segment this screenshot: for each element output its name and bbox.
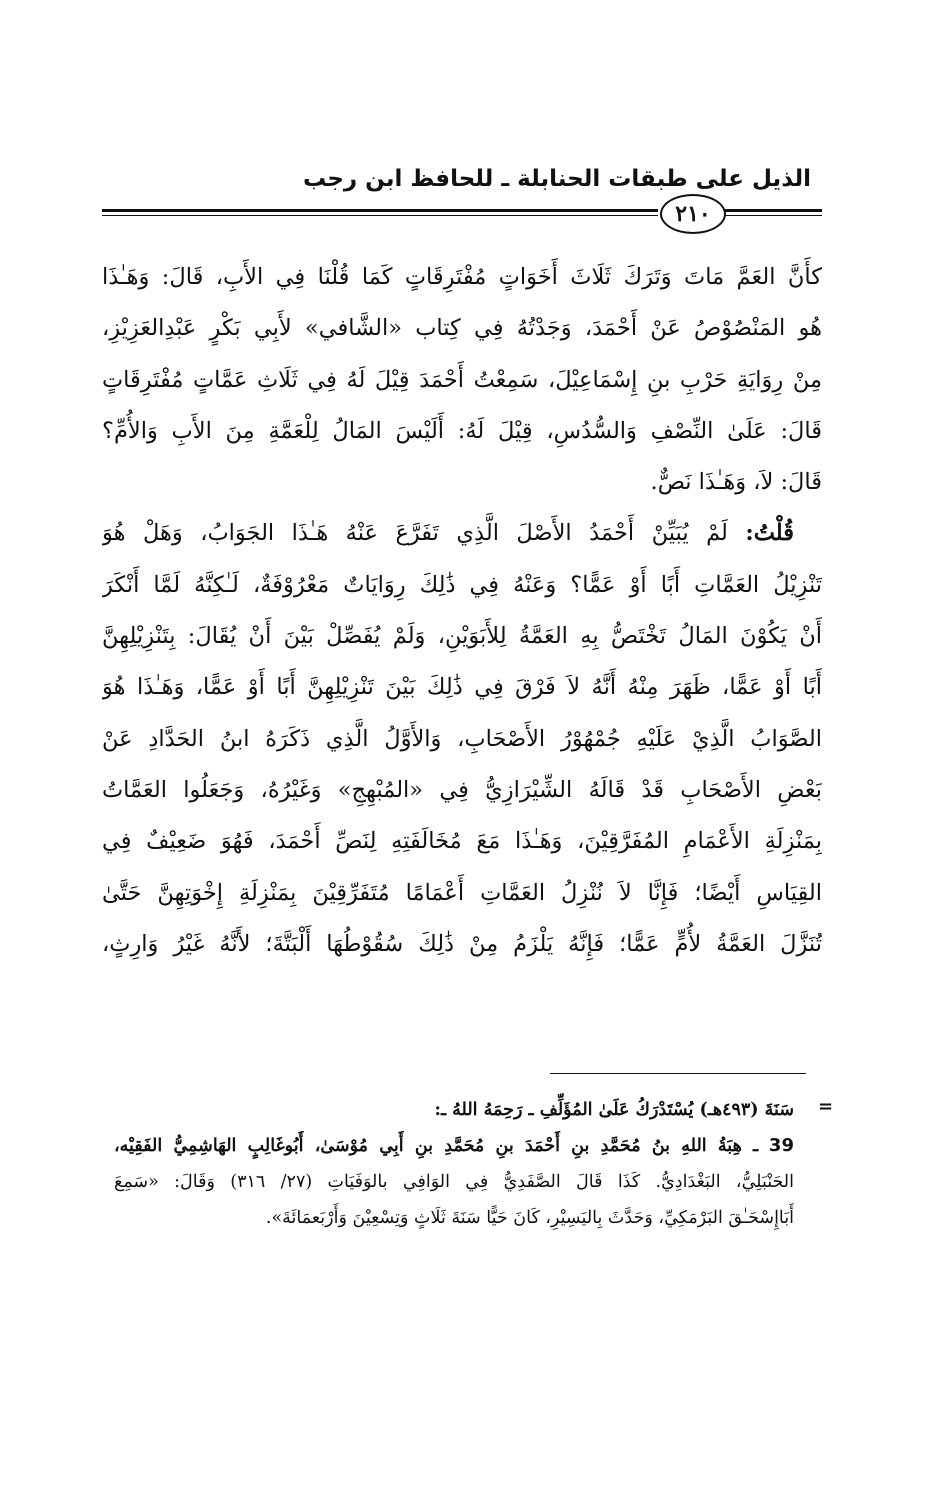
text-line: قَالَ: لاَ، وَهَـٰذَا نَصٌّ. [650,469,822,496]
header-rule-left-thin [102,215,658,216]
running-title: الذيل على طبقات الحنابلة ـ للحافظ ابن رجب [302,166,811,192]
header-rule-right-thin [725,215,822,216]
text-line: بِمَنْزِلَةِ الأَعْمَامِ المُفَرَّقِيْنَ، وَهَـٰذَا مَعَ مُخَالَفَتِهِ لِنَصِّ أَحْمَدَ، فَهُوَ ضَعِيْفٌ فِي [102,828,822,855]
paragraph-start-line [102,508,822,559]
footnote-line: ـ هِبَةُ اللهِ بنُ مُحَمَّدِ بنِ أَحْمَدَ بنِ مُحَمَّدِ بنِ أَبِي مُوْسَىٰ، أَبُوغَالِبٍ الهَاشِمِيُّ الفَقِيْه، [114,1136,759,1156]
text-line: قَالَ: عَلَىٰ النِّصْفِ وَالسُّدُسِ، قِيْلَ لَهُ: أَلَيْسَ المَالُ لِلْعَمَّةِ مِنَ الأَبِ وَالأُمِّ؟ [102,417,822,444]
text-line: لَمْ يُبَيِّنْ أَحْمَدُ الأَصْلَ الَّذِي تَفَرَّعَ عَنْهُ هَـٰذَا الجَوَابُ، وَهَلْ هُوَ [102,520,728,547]
text-line: الصَّوَابُ الَّذِيْ عَلَيْهِ جُمْهُوْرُ الأَصْحَابِ، وَالأَوَّلُ الَّذِي ذَكَرَهُ ابنُ الحَدَّادِ عَنْ [102,725,822,752]
header-rule-left [102,209,658,212]
footnote-entry-line [114,1128,794,1164]
text-line: كأَنَّ العَمَّ مَاتَ وَتَرَكَ ثَلَاثَ أَخَوَاتٍ مُفْتَرِقَاتٍ كَمَا قُلْنَا فِي الأَبِ، قَالَ: وَهَـٰذَا [102,264,822,290]
footnote-line: أَبَاإِسْحَـٰقَ البَرْمَكِيِّ، وَحَدَّثَ بِاليَسِيْرِ، كَانَ حَيًّا سَنَةَ ثَلَاثٍ وَتِسْعِيْنَ وَأَرْبَعمَائَةَ». [265,1208,794,1228]
footnote-separator [550,1073,806,1074]
text-line: أَبًا أَوْ عَمًّا، ظَهَرَ مِنْهُ أَنَّهُ لاَ فَرْقَ فِي ذَٰلِكَ بَيْنَ تَنْزِيْلِهِنَّ أَبًا أَوْ عَمًّا، وَهَـٰذَا هُوَ [102,674,822,701]
text-line: القِيَاسِ أَيْضًا؛ فَإِنَّا لاَ نُنْزِلُ العَمَّاتِ أَعْمَامًا مُتَفَرِّقِيْنَ بِمَنْزِلَةِ إِخْوَتِهِنَّ حَتَّىٰ [102,879,822,906]
text-line: هُو المَنْصُوْصُ عَنْ أَحْمَدَ، وَجَدْتُهُ فِي كِتاب «الشَّافي» لأَبِي بَكْرٍ عَبْدِالعَزِيْزِ، [102,315,822,342]
text-line: مِنْ رِوَايَةِ حَرْبِ بنِ إِسْمَاعِيْلَ، سَمِعْتُ أَحْمَدَ قِيْلَ لَهُ فِي ثَلَاثِ عَمَّاتٍ مُفْتَرِقَاتٍ [102,366,822,393]
page-number: ٢١٠ [660,194,726,234]
text-line: تُنَزَّلَ العَمَّةُ لأُمٍّ عَمًّا؛ فَإِنَّهُ يَلْزَمُ مِنْ ذَٰلِكَ سُقُوْطُهَا أَلْبَتَّةَ؛ لأَنَّهُ غَيْرُ وَارِثٍ، [102,930,822,957]
footnote-line: سَنَةَ (٤٩٣هـ) يُسْتَدْرَكُ عَلَىٰ المُؤَلِّفِ ـ رَحِمَهُ اللهُ ـ: [434,1100,794,1120]
main-text [102,252,822,970]
footnote-entry-number: 39 [768,1135,794,1156]
header-rule-right [725,209,822,212]
text-line: أَنْ يَكُوْنَ المَالُ تَخْتَصُّ بِهِ العَمَّةُ لِلأَبَوَيْنِ، وَلَمْ يُفَصِّلْ بَيْنَ أَنْ يُقَالَ: بِتَنْزِيْلِهِنَّ [102,623,822,650]
footnote-line: الحَنْبَلِيُّ، البَغْدَادِيُّ. كَذَا قَالَ الصَّفَدِيُّ فِي الوَافِي بالوَفَيَاتِ (٢٧/ ٣١٦) وَقَالَ: «سَمِعَ [114,1172,794,1192]
footnotes [114,1092,794,1236]
text-line: تَنْزِيْلُ العَمَّاتِ أَبًا أَوْ عَمًّا؟ وَعَنْهُ فِي ذَٰلِكَ رِوَايَاتٌ مَعْرُوْفَةٌ، لَـٰكِنَّهُ لَمَّا أَنْكَرَ [102,571,822,598]
paragraph-lead: قُلْتُ: [745,520,795,547]
text-line: بَعْضِ الأَصْحَابِ قَدْ قَالَهُ الشِّيْرَازِيُّ فِي «المُبْهِجِ» وَغَيْرُهُ، وَجَعَلُوا العَمَّاتُ [102,776,822,803]
footnote-continuation-mark: = [818,1096,834,1117]
